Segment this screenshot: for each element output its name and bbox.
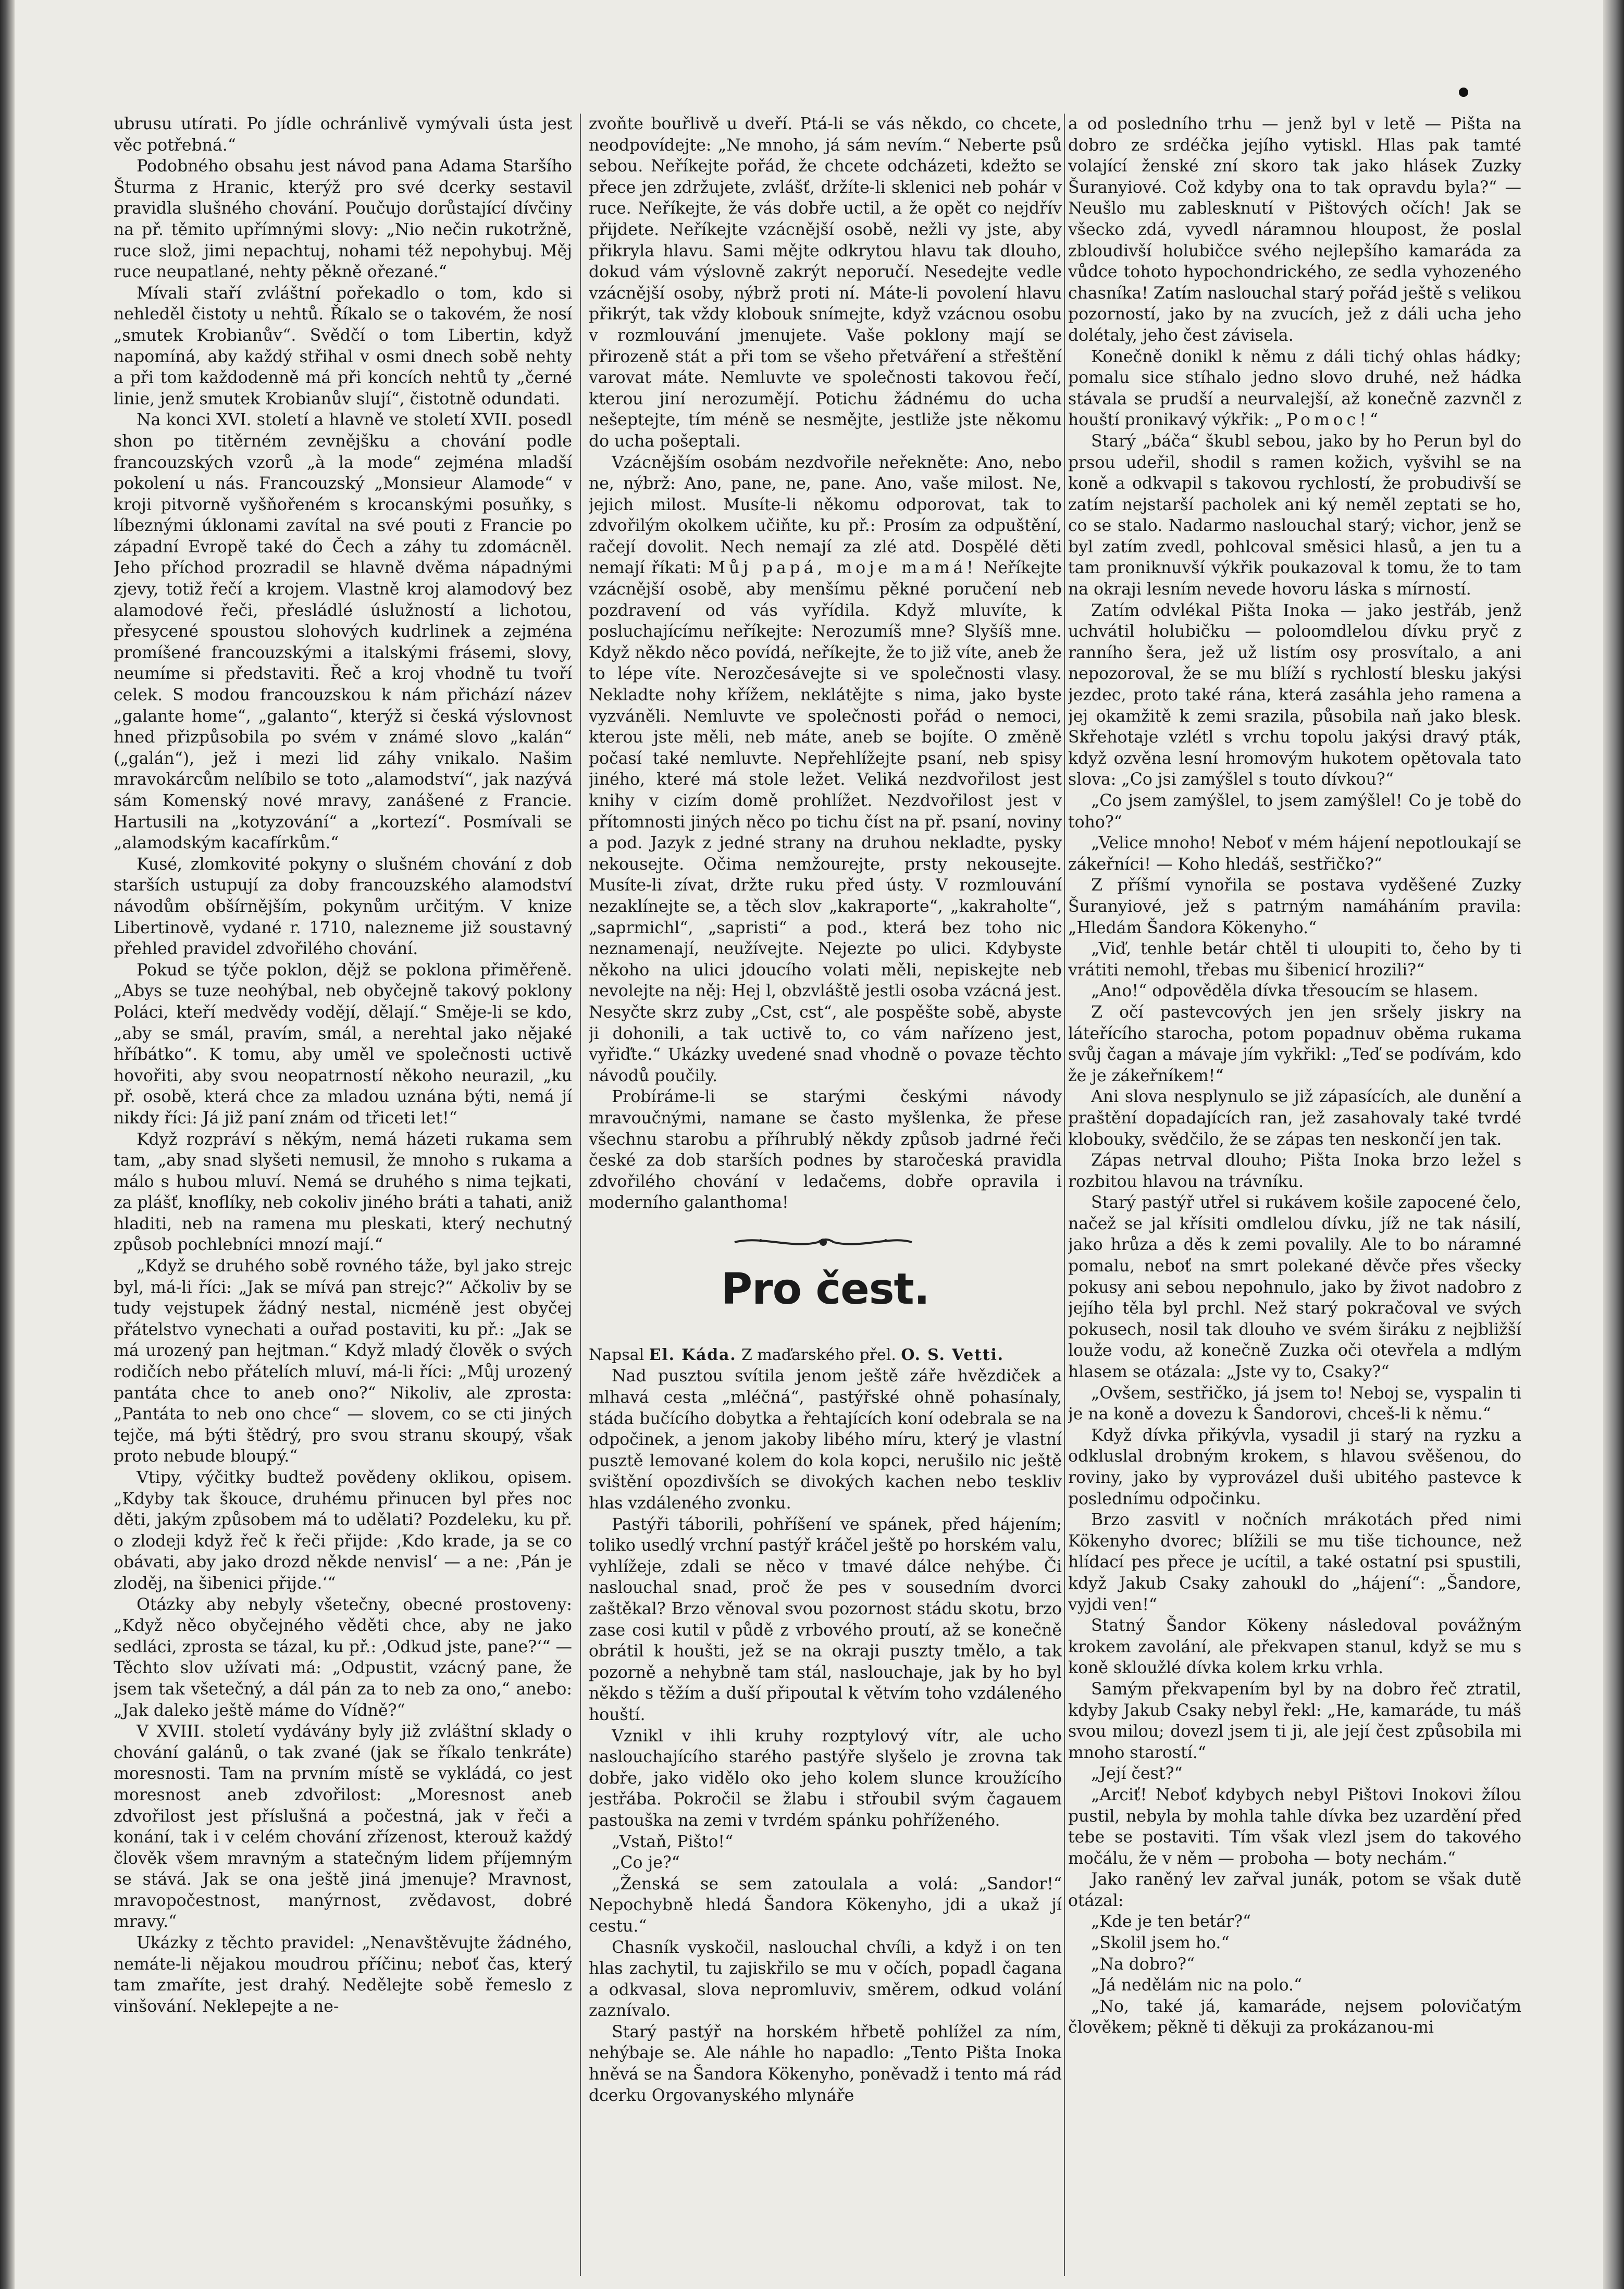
paragraph: Chasník vyskočil, naslouchal chvíli, a když i on ten hlas zachytil, tu zajiskřilo se mu v očích, popadl čagana a odkvasal, slova nepromluviv, směrem, odkud volání zaznívalo. [589,1938,1062,2021]
story-title: Pro čest. [721,1264,929,1314]
paragraph: Podobného obsahu jest návod pana Adama Staršího Šturma z Hranic, kterýž pro své dcerky sestavil pravidla slušného chování. Poučujo dorůstající dívčiny na př. těmito upřímnými slovy: „Nio nečin rukotržně, ruce slož, jimi nepachtuj, nohami též nepohybuj. Měj ruce neupatlané, nehty pěkně ořezané.“ [114,157,572,282]
paragraph: „Viď, tenhle betár chtěl ti uloupiti to, čeho by ti vrátiti nemohl, třebas mu šibenicí hrozili?“ [1068,939,1521,980]
paragraph: Samým překvapením byl by na dobro řeč ztratil, kdyby Jakub Csaky nebyl řekl: „He, kamaráde, tu máš svou milou; dovezl jsem ti ji, ale její čest způsobila mi mnoho starostí.“ [1068,1679,1521,1762]
paragraph: Zápas netrval dlouho; Pišta Inoka brzo ležel s rozbitou hlavou na trávníku. [1068,1151,1521,1191]
paragraph: „Co jsem zamýšlel, to jsem zamýšlel! Co je tobě do toho?“ [1068,791,1521,832]
paragraph: a od posledního trhu — jenž byl v letě — Pišta na dobro ze srdéčka jejího vytiskl. Hlas pak tamté volající ženské zní skoro tak jako hlásek Zuzky Šuranyiové. Což kdyby ona to tak opravdu byla?“ — Neušlo mu zablesknutí v Pištových očích! Jak se všecko zdá, vyvedl náramnou hloupost, že poslal zbloudivší holubičce svého nejlepšího kamaráda za vůdce tohoto hypochondrického, ze sedla vyhozeného chasníka! Zatím naslouchal starý pořád ještě s velikou pozorností, jako by na zvucích, jež z dáli ucha jeho dolétaly, jeho čest závisela. [1068,115,1521,345]
paragraph: Brzo zasvitl v nočních mrákotách před nimi Kökenyho dvorec; blížili se mu tiše tichounce, než hlídací pes přece je ucítil, a také ostatní psi spustili, když Jakub Csaky zahoukl do „hájení“: „Šandore, vyjdi ven!“ [1068,1511,1521,1614]
paragraph: Z příšmí vynořila se postava vyděšené Zuzky Šuranyiové, jež s patrným namáháním pravila: „Hledám Šandora Kökenyho.“ [1068,876,1521,937]
paragraph: ubrusu utírati. Po jídle ochránlivě vymývali ústa jest věc potřebná.“ [114,115,572,155]
paragraph: Na konci XVI. století a hlavně ve století XVII. posedl shon po titěrném zevnějšku a chování podle francouzských vzorů „à la mode“ zejména mladší pokolení u nás. Francouzský „Monsieur Alamode“ v kroji pitvorně vyšňořeném s krocanskými posuňky, s líbeznými úklonami zavítal na své pouti z Francie po západní Evropě také do Čech a záhy tu zdomácněl. Jeho příchod prozradil se hlavně dvěma nápadnými zjevy, totiž řečí a krojem. Vlastně kroj alamodový bez alamodové řeči, přesládlé úslužností a lichotou, přesycené spoustou slohových kudrlinek a zejména promíšené francouzskými a italskými frásemi, slovy, neumíme si představiti. Řeč a kroj vhodně tu tvoří celek. S modou francouzskou k nám přichází název „galante home“, „galanto“, kterýž si česká výslovnost hned přizpůsobila po svém v známé slovo „kalán“ („galán“), jež i mezi lid záhy vnikalo. Našim mravokárcům nelíbilo se toto „alamodství“, jak nazývá sám Komenský nové mravy, zanášené z Francie. Hartusili na „kotyzování“ a „kortezí“. Posmívali se „alamodským kacafírkům.“ [114,411,572,853]
paragraph: Kusé, zlomkovité pokyny o slušném chování z dob starších ustupují za doby francouzského alamodství návodům obšírnějším, pokynům určitým. V knize Libertinově, vydané r. 1710, nalezneme již soustavný přehled pravidel zdvořilého chování. [114,855,572,959]
spaced-emphasis: Můj papá, moje mamá! [708,559,977,578]
paragraph: „Velice mnoho! Neboť v mém hájení nepotloukají se zákeřníci! — Koho hledáš, sestřičko?“ [1068,834,1521,874]
paragraph: Starý pastýř na horském hřbetě pohlížel za ním, nehýbaje se. Ale náhle ho napadlo: „Tento Pišta Inoka hněvá se na Šandora Kökenyho, poněvadž i tento má rád dcerku Orgovanyského mlynáře [589,2022,1062,2105]
paragraph: „Ano!“ odpověděla dívka třesoucím se hlasem. [1091,982,1479,1001]
paragraph: Když dívka přikývla, vysadil ji starý na ryzku a odkluslal drobným krokem, s hlavou svěšenou, do roviny, jako by vyprovázel duši ubitého pastevce k poslednímu odpočinku. [1068,1426,1521,1508]
spaced-emphasis: „Pomoc!“ [1274,411,1382,430]
paragraph: „Skolil jsem ho.“ [1091,1934,1230,1953]
paragraph: Ani slova nesplynulo se již zápasících, ale dunění a praštění dopadajících ran, jež zasahovaly také tvrdé klobouky, svědčilo, že se zápas ten neskončí jen tak. [1068,1087,1521,1149]
translator-name: O. S. Vetti. [901,1345,1004,1364]
paragraph: „Ženská se sem zatoulala a volá: „Sandor!“ Nepochybně hledá Šandora Kökenyho, jdi a ukaž jí cestu.“ [589,1874,1062,1936]
paragraph: „Já nedělám nic na polo.“ [1091,1976,1303,1995]
paragraph: Ukázky z těchto pravidel: „Nenavštěvujte žádného, nemáte-li nějakou moudrou příčinu; neboť čas, který tam zmaříte, jest drahý. Nedělejte sobě řemeslo z vinšování. Neklepejte a ne- [114,1934,572,2016]
paragraph: Když rozpráví s někým, nemá házeti rukama sem tam, „aby snad slyšeti nemusil, že mnoho s rukama a málo s hubou mluví. Nemá se druhého s nima tejkati, za plášť, knoflíky, neb cokoliv jiného bráti a tahati, aniž hladiti, neb na ramena mu pleskati, který nechutný způsob pochlebníci mnozí mají.“ [114,1130,572,1255]
paragraph: Vznikl v ihli kruhy rozptylový vítr, ale ucho naslouchajícího starého pastýře slyšelo je zrovna tak dobře, jako vidělo oko jeho kolem slunce kroužícího jestřába. Pokročil se žlabu i střoubil svým čagauem pastouška na zemi v tvrdém spánku pohříženého. [589,1726,1062,1830]
text-run: Vzácnějším osobám nezdvořile neřekněte: Ano, nebo ne, nýbrž: Ano, pane, ne, pane. Ano, vaše milost. Ne, jejich milost. Musíte-li někomu odporovat, tak to zdvořilým okolkem učiňte, ku př.: Prosím za odpuštění, račejí dovolit. Nech nemají za zlé atd. Dospělé děti nemají říkati: [589,453,1062,578]
paragraph: „Arciť! Neboť kdybych nebyl Pištovi Inokovi žílou pustil, nebyla by mohla tahle dívka bez uzardění před tebe se postaviti. Tím však vlezl jsem do takového močálu, že v něm — proboha — boty nechám.“ [1068,1785,1521,1868]
text-run: Neříkejte vzácnější osobě, aby menšímu pěkné poručení neb pozdravení od vás vyřídila. Když mluvíte, k posluchajícímu neříkejte: Nerozumíš mne? Slyšíš mne. Když někdo něco povídá, neříkejte, že to již víte, aneb že to lépe víte. Nerozčesávejte si ve společnosti vlasy. Nekladte nohy křížem, neklátějte s nima, jako byste vyzváněli. Nemluvte ve společnosti pořád o nemoci, kterou jste měli, neb máte, aneb se bojíte. O změně počasí také nemluvte. Nepřehlížejte psaní, neb spisy jiného, které má stole ležet. Veliká nezdvořilost jest knihy v cizím domě prohlížet. Nezdvořilost jest v přítomnosti jiných něco po tichu číst na př. psaní, noviny a pod. Jazyk z jedné strany na druhou nekladte, pysky nekousejte. Očima nemžourejte, prsty nekousejte. Musíte-li zívat, držte ruku před ústy. V rozmlouvání nezaklínejte se, a těch slov „kakraporte“, „kakraholte“, „saprmichl“, „sapristi“ a pod., která bez toho nic neznamenají, neužívejte. Nejezte po ulici. Kdybyste někoho na ulici jdoucího volati měli, nepiskejte neb nevolejte na něj: Hej l, obzvláště jestli osoba vzácná jest. Nesyčte skrz zuby „Cst, cst“, ale pospěšte sobě, abyste ji dohonili, a tak uctivě to, co vám nařízeno jest, vyřiďte.“ Ukázky uvedené snad vhodně o povaze těchto návodů poučily. [589,559,1062,1085]
paragraph: „Kde je ten betár?“ [1091,1912,1251,1932]
paragraph: Otázky aby nebyly všetečny, obecné prostoveny: „Když něco obyčejného věděti chce, aby ne jako sedláci, zprosta se tázal, ku př.: ‚Odkud jste, pane?‘“ — Těchto slov užívati má: „Odpustit, vzácný pane, že jsem tak všetečný, a dál pán za to neb za ono,“ anebo: „Jak daleko ještě máme do Vídně?“ [114,1595,572,1720]
author-name: El. Káda. [649,1345,737,1364]
paragraph: Mívali staří zvláštní pořekadlo o tom, kdo si nehleděl čistoty u nehtů. Říkalo se o takovém, že nosí „smutek Krobianův“. Svědčí o tom Libertin, když napomíná, aby každý střihal v osmi dnech sobě nehty a při tom každodenně má při koncích nehtů ty „černé linie, jenž smutek Krobianův slují“, čistotně odundati. [114,283,572,409]
ornament-divider-icon [729,1234,917,1250]
paragraph: „Když se druhého sobě rovného táže, byl jako strejc byl, má-li říci: „Jak se mívá pan strejc?“ Ačkoliv by se tudy vejstupek žádný nestal, nicméně jest obyčej přátelstvo vynechati a ouřad postaviti, ku př.: „Jak se má urozený pan hejtman.“ Když mladý člověk o svých rodičích nebo přátelích mluví, má-li říci: „Můj urozený pantáta chce to aneb ono?“ Nikoliv, ale zprosta: „Pantáta to neb ono chce“ — slovem, co se cti jiných tejče, má býti štědrý, pro svou stranu skoupý, však proto nebude bloupý.“ [114,1257,572,1466]
byline [589,1345,1062,1366]
scan-binding-edge-left [0,0,15,2289]
column-rule [580,114,581,2276]
paragraph: „Její čest?“ [1091,1764,1183,1784]
paragraph: Pastýři táborili, pohříšení ve spánek, před hájením; toliko usedlý vrchní pastýř kráčel ještě po horském valu, vyhlížeje, zdali se něco v tmavé dálce nehýbe. Či naslouchal snad, proč že pes v sousedním dvorci zaštěkal? Brzo věnoval svou pozornost stádu skotu, brzo zase cosi kutil v půdě z vrbového proutí, až se konečně obrátil k houšti, jež se na okraji puszty tmělo, a tak pozorně a nehybně tam stál, naslouchaje, jak by ho byl někdo s těžím a duší připoutal k větvím toho vzdáleného houští. [589,1515,1062,1724]
column-1 [114,114,572,2276]
paragraph: Pokud se týče poklon, dějž se poklona přiměřeně. „Abys se tuze neohýbal, neb obyčejně takový poklony Poláci, kteří medvědy vodějí, dělají.“ Směje-li se kdo, „aby se smál, pravím, smál, a nerehtal jako nějaké hříbátko“. K tomu, aby uměl ve společnosti uctivě hovořiti, aby svou neopatrností někoho neurazil, „ku př. osobě, která chce za mladou uznána býti, nemá jí nikdy říci: Já již paní znám od třiceti let!“ [114,960,572,1128]
paragraph: Vtipy, výčitky budtež povědeny oklikou, opisem. „Kdyby tak škouce, druhému přinucen byl přes noc děti, jakým způsobem má to udělati? Pozdeleku, ku př. o zlodeji když řeč k řeči přijde: ‚Kdo krade, ja se co obávati, aby jako drozd někde nenvisl‘ — a ne: ‚Pán je zloděj, na šibenici přijde.‘“ [114,1468,572,1593]
paragraph [1068,347,1521,431]
paragraph: „Vstaň, Pišto!“ [612,1832,734,1851]
paragraph: „Ovšem, sestřičko, já jsem to! Neboj se, vyspalin ti je na koně a dovezu k Šandorovi, chceš-li k němu.“ [1068,1383,1521,1424]
paragraph: „Co je?“ [612,1853,680,1873]
ink-dot [1459,88,1468,97]
paragraph: Starý pastýř utřel si rukávem košile zapocené čelo, načež se jal křísiti omdlelou dívku, jíž ne tak násilí, jako hrůza a děs k zemi povalily. Ale to bo náramné pomalu, neboť na smrt polekané děvče přes všecky pokusy ani sebou nepohnulo, jako by život nadobro z jejího těla byl prchl. Než starý pokračoval ve svých pokusech, nosil tak dlouho ve svém širáku z nejbližší louže vodu, až konečně Zuzka oči otevřela a mdlým hlasem se otázala: „Jste vy to, Csaky?“ [1068,1193,1521,1382]
paragraph: Jako raněný lev zařval junák, potom se však dutě otázal: [1068,1870,1521,1910]
paragraph: „Na dobro?“ [1091,1954,1195,1974]
column-rule [1064,114,1065,2276]
scan-binding-edge-right [1603,0,1624,2289]
paragraph: zvoňte bouřlivě u dveří. Ptá-li se vás někdo, co chcete, neodpovídejte: „Ne mnoho, já sám nevím.“ Neberte psů sebou. Neříkejte pořád, že chcete odcházeti, kdežto se přece jen zdržujete, zvlášť, držíte-li sklenici neb pohár v ruce. Neříkejte, že vás dobře uctil, a že opět co nejdřív přijdete. Neříkejte vzácnější osobě, nežli vy jste, aby přikryla hlavu. Sami mějte odkrytou hlavu tak dlouho, dokud vám výslovně zakrýt neporučí. Nesedejte vedle vzácnější osoby, nýbrž proti ní. Máte-li povolení hlavu přikrýt, tak vždy klobouk snímejte, když vzácnou osobu v rozmlouvání jmenujete. Vaše poklony mají se přirozeně stát a při tom se všeho přetváření a střeštění varovat máte. Nemluvte ve společnosti takovou řečí, kterou jiní nerozumějí. Potichu žádnému do ucha nešeptejte, tím méně se nesmějte, jestliže jste někomu do ucha pošeptali. [589,115,1062,451]
byline-prefix: Napsal [589,1345,649,1364]
paragraph: Nad pusztou svítila jenom ještě záře hvězdiček a mlhavá cesta „mléčná“, pastýřské ohně pohasínaly, stáda bučícího dobytka a řehtajících koní odebrala se na odpočinek, a jenom jakoby libého míru, který je vlastní pusztě lemované kolem do kola kopci, nerušilo nic ještě svištění opozdivších se divokých kachen nebo teskliv hlas vzdáleného zvonku. [589,1367,1062,1513]
paragraph [589,452,1062,1087]
column-2 [589,114,1062,2276]
paragraph: Probíráme-li se starými českými návody mravoučnými, namane se často myšlenka, že přese všechnu starobu a příhrublý někdy způsob jadrné řeči české za dob starších podnes by staročeská pravidla zdvořilého chování v ledačems, dobře opravila i moderního galanthoma! [589,1087,1062,1212]
paragraph: Zatím odvlékal Pišta Inoka — jako jestřáb, jenž uchvátil holubičku — poloomdlelou dívku pryč z ranního šera, jež už listím osy prosvítalo, a ani nepozoroval, že se mu blíží s rychlostí blesku jakýsi jezdec, proto také rána, která zasáhla jeho ramena a jej okamžitě k zemi srazila, působila naň jako blesk. Skřehotaje vzlétl s vrchu topolu jakýsi dravý pták, když ozvěna lesní hromovým hukotem opětovala tato slova: „Co jsi zamýšlel s touto dívkou?“ [1068,601,1521,789]
paragraph: Statný Šandor Kökeny následoval povážným krokem zavolání, ale překvapen stanul, když se mu s koně skloužlé dívka kolem krku vrhla. [1068,1616,1521,1678]
paragraph: V XVIII. století vydávány byly již zvláštní sklady o chování galánů, o tak zvané (jak se říkalo tenkráte) moresnosti. Tam na prvním místě se vykládá, co jest moresnost aneb zdvořilost: „Moresnost aneb zdvořilost jest příslušná a počestná, jak v řeči a konání, tak i v celém chování zřízenost, kterouž každý člověk všem mravným a statečným lidem příjemným se stává. Jak se ona ještě jiná jmenuje? Mravnost, mravopočestnost, manýrnost, zvědavost, dobré mravy.“ [114,1722,572,1932]
paragraph: Starý „báča“ škubl sebou, jako by ho Perun byl do prsou udeřil, shodil s ramen kožich, vyšvihl se na koně a odkvapil s takovou rychlostí, že probudivší se zatím nejstarší pacholek ani ký neměl zeptati se ho, co se stalo. Nadarmo naslouchal starý; vichor, jenž se byl zatím zvedl, pohlcoval směsici hlasů, a jen tu a tam proniknuvší výkřik poukazoval k tomu, že to tam na okraji lesním nevede hovoru láska s mírností. [1068,431,1521,599]
paragraph: „No, také já, kamaráde, nejsem polovičatým člověkem; pěkně ti děkuji za prokázanou-mi [1068,1997,1521,2037]
paragraph: Z očí pastevcových jen jen sršely jiskry na láteřícího starocha, potom popadnuv oběma rukama svůj čagan a mávaje jím vykřikl: „Teď se podívám, kdo že je zákeřníkem!“ [1068,1003,1521,1085]
byline-middle: Z maďarského přel. [736,1345,901,1364]
story-heading [589,1214,1062,1345]
text-run: Konečně donikl k němu z dáli tichý ohlas hádky; pomalu sice stíhalo jedno slovo druhé, než hádka stávala se prudší a neurvalejší, až konečně zazvnčl z houští pronikavý výkřik: [1068,347,1521,430]
column-3 [1068,114,1521,2276]
